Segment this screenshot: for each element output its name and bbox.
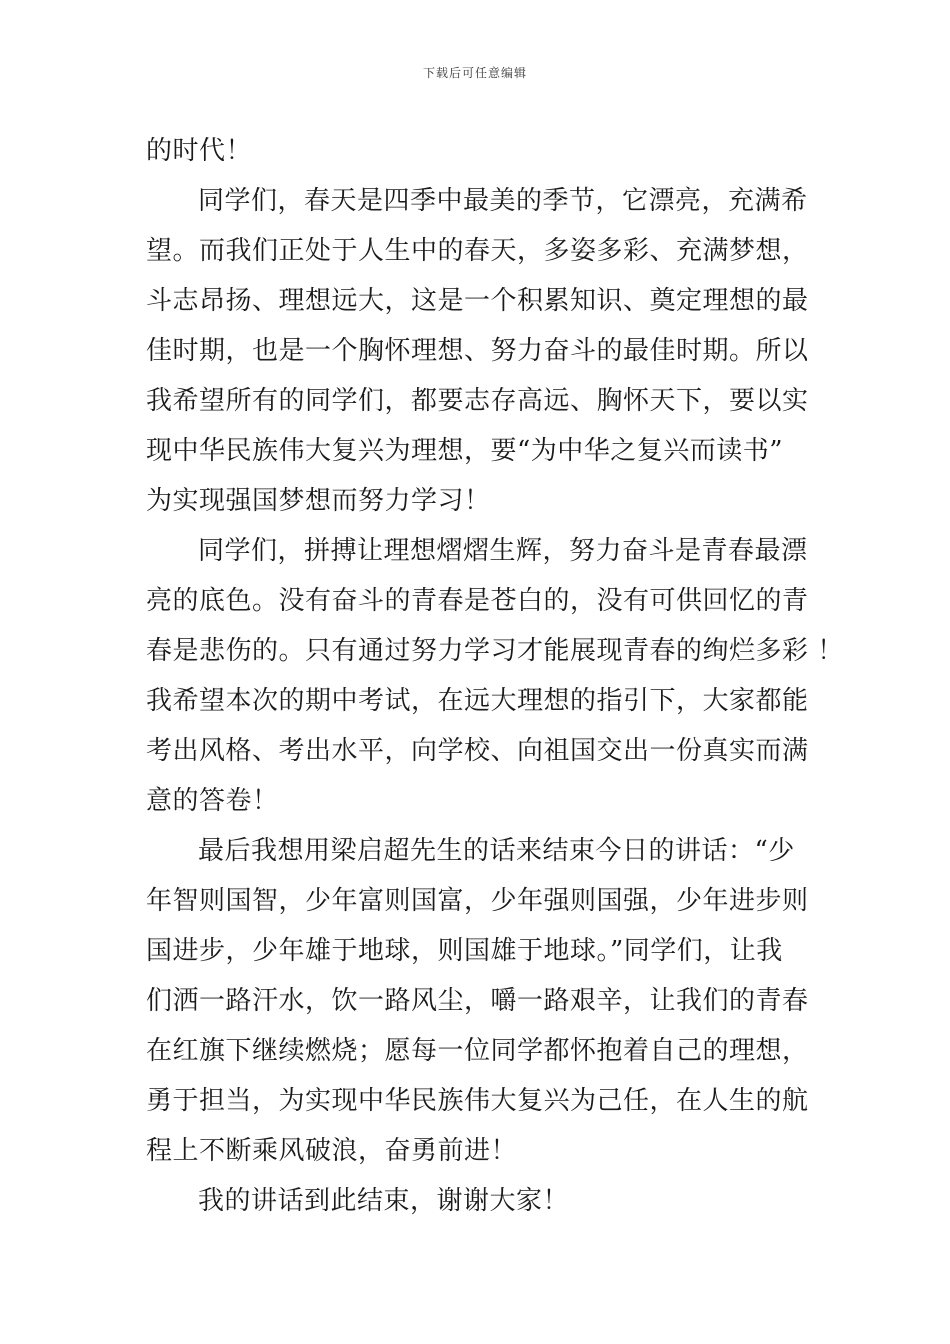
- text-line: 勇于担当，为实现中华民族伟大复兴为己任，在人生的航: [146, 1086, 809, 1116]
- paragraph: [146, 126, 816, 176]
- text-line: 亮的底色。没有奋斗的青春是苍白的，没有可供回忆的青: [146, 586, 809, 616]
- paragraph: [146, 1176, 816, 1226]
- text-line: 国进步，少年雄于地球，则国雄于地球。”同学们，让我: [146, 936, 783, 966]
- text-line: 现中华民族伟大复兴为理想，要“为中华之复兴而读书”: [146, 436, 784, 466]
- text-line: 同学们，拼搏让理想熠熠生辉，努力奋斗是青春最漂: [198, 536, 808, 566]
- text-line: 在红旗下继续燃烧；愿每一位同学都怀抱着自己的理想，: [146, 1036, 809, 1066]
- text-line: 的时代！: [146, 136, 253, 166]
- paragraph: [146, 826, 816, 1176]
- text-line: 考出风格、考出水平，向学校、向祖国交出一份真实而满: [146, 736, 809, 766]
- text-line: 同学们，春天是四季中最美的季节，它漂亮，充满希: [198, 186, 808, 216]
- page-header: 下载后可任意编辑: [422, 66, 527, 80]
- paragraph: [146, 526, 844, 826]
- text-line: 年智则国智，少年富则国富，少年强则国强，少年进步则: [146, 886, 809, 916]
- text-line: 最后我想用梁启超先生的话来结束今日的讲话：“少: [198, 836, 795, 866]
- paragraph: [146, 176, 816, 526]
- text-line: 春是悲伤的。只有通过努力学习才能展现青春的绚烂多彩 ！: [146, 636, 844, 666]
- text-line: 为实现强国梦想而努力学习！: [146, 486, 491, 516]
- text-line: 意的答卷！: [146, 786, 279, 816]
- text-line: 我希望所有的同学们，都要志存高远、胸怀天下，要以实: [146, 386, 809, 416]
- text-line: 佳时期，也是一个胸怀理想、努力奋斗的最佳时期。所以: [146, 336, 809, 366]
- text-line: 程上不断乘风破浪，奋勇前进！: [146, 1136, 518, 1166]
- text-line: 我的讲话到此结束，谢谢大家！: [198, 1186, 570, 1216]
- text-line: 我希望本次的期中考试，在远大理想的指引下，大家都能: [146, 686, 809, 716]
- text-line: 望。而我们正处于人生中的春天，多姿多彩、充满梦想，: [146, 236, 809, 266]
- text-line: 们洒一路汗水，饮一路风尘，嚼一路艰辛，让我们的青春: [146, 986, 809, 1016]
- document-body: [146, 126, 844, 1226]
- text-line: 斗志昂扬、理想远大，这是一个积累知识、奠定理想的最: [146, 286, 809, 316]
